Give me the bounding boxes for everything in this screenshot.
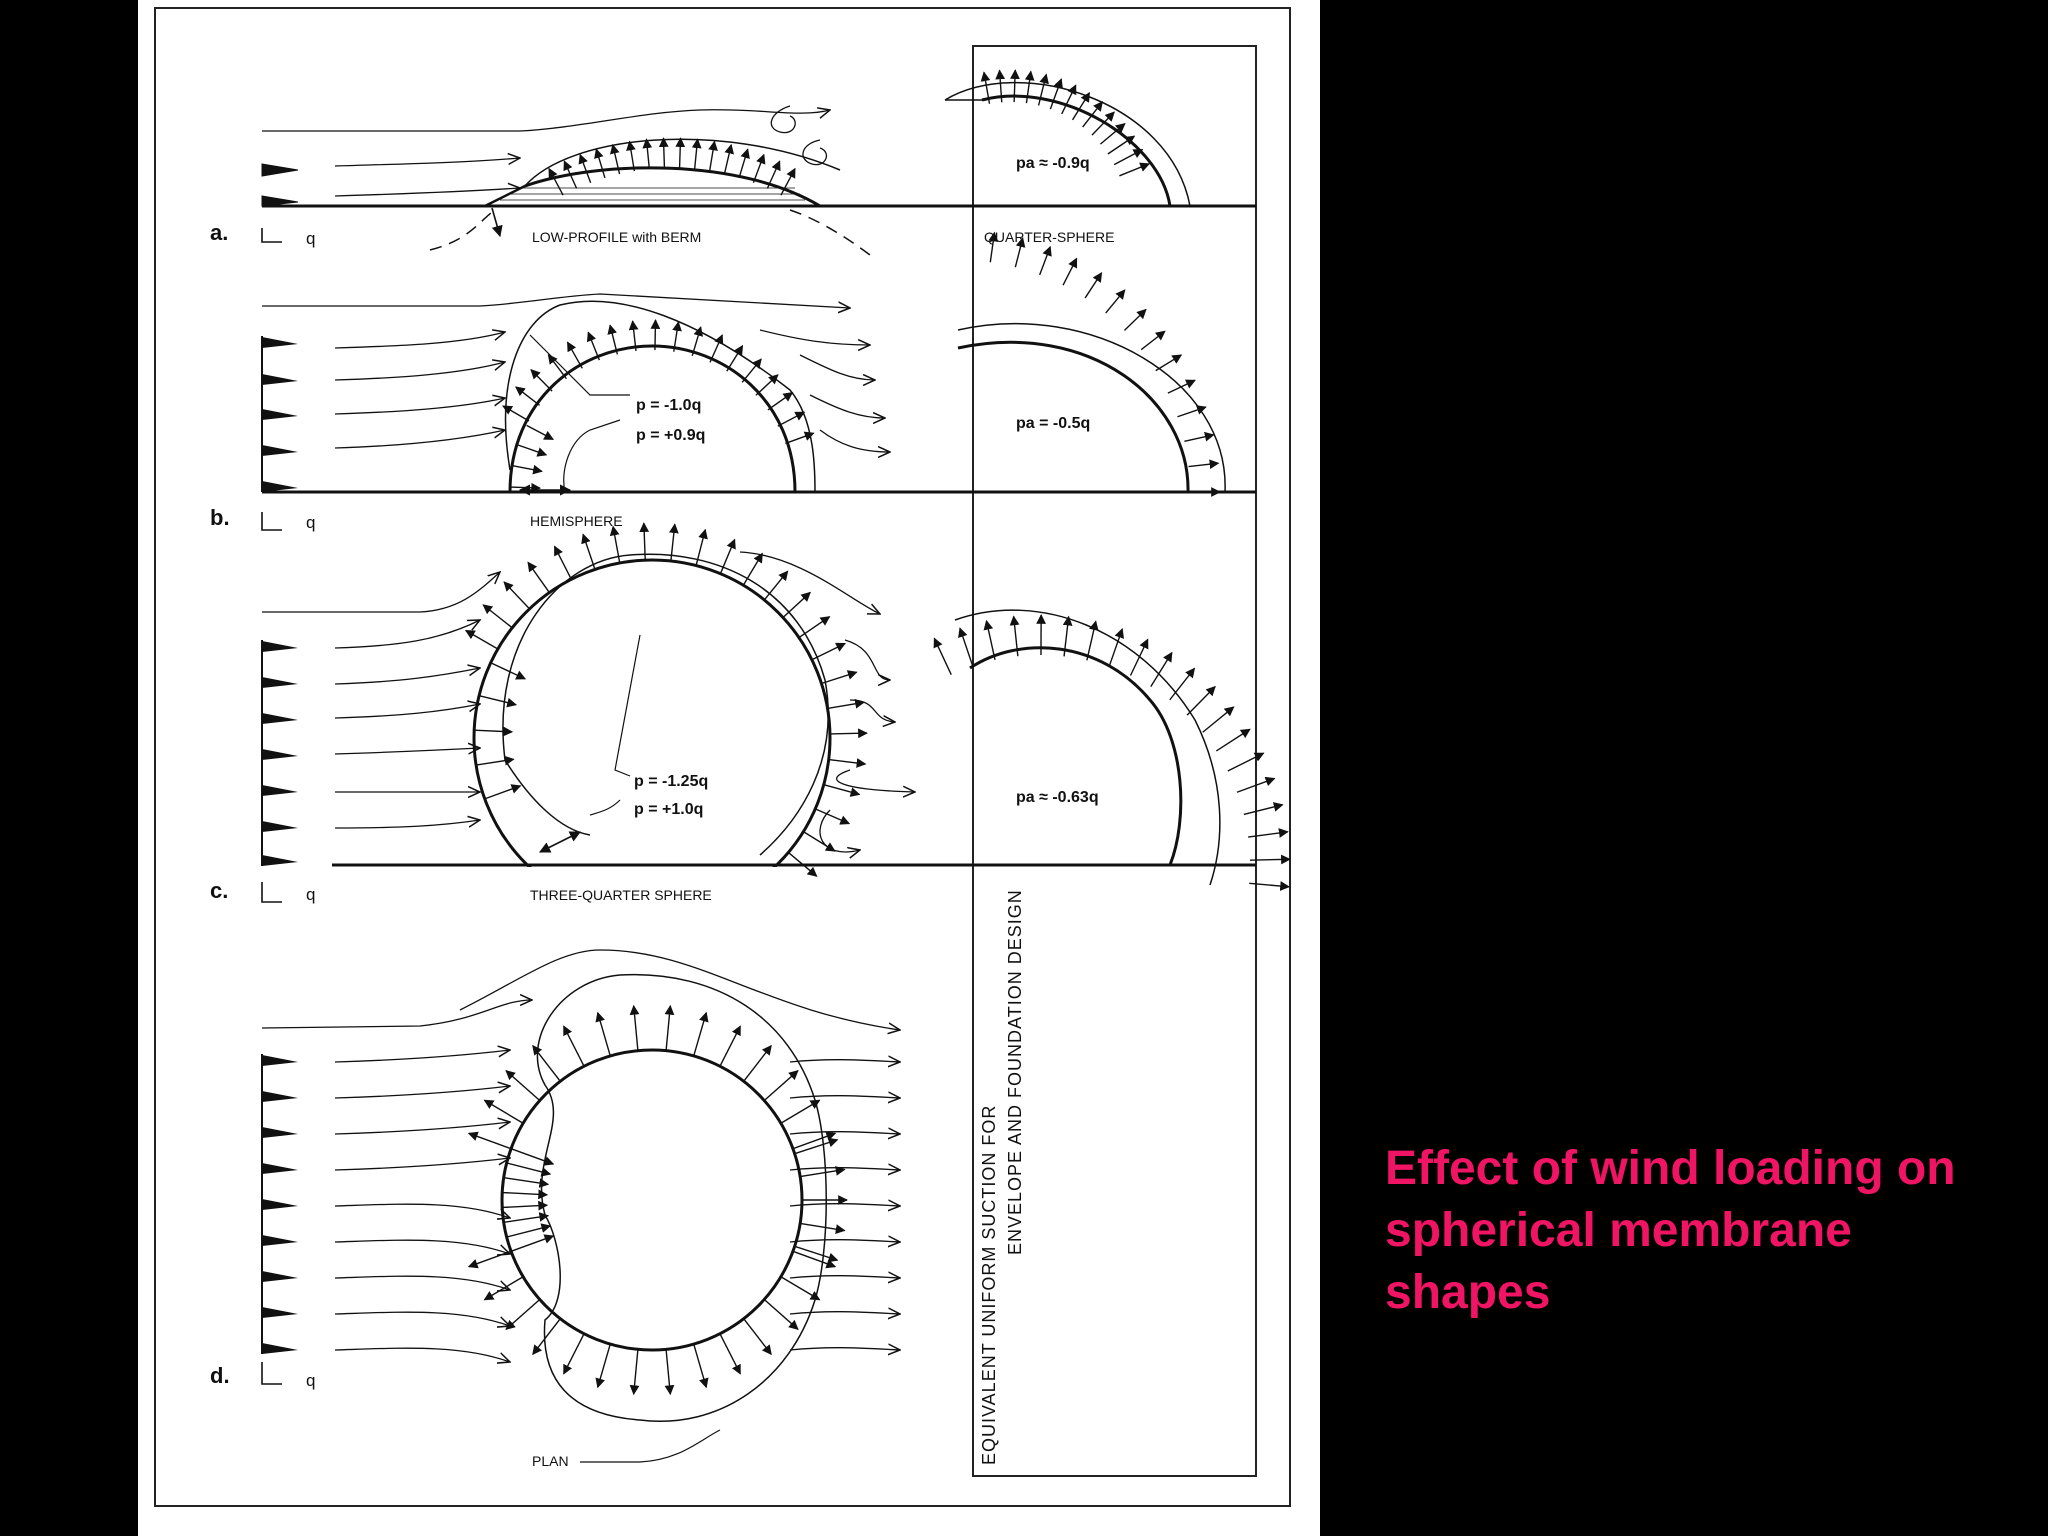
side-panel-line-2: ENVELOPE AND FOUNDATION DESIGN — [1005, 889, 1025, 1255]
suction-label: pa = -0.5q — [1016, 415, 1091, 432]
suction-arrow — [830, 733, 867, 734]
wind-q-label: q — [306, 1371, 316, 1390]
right-shape-label: QUARTER-SPHERE — [984, 229, 1115, 245]
suction-arrow — [655, 320, 656, 350]
suction-arrow — [680, 138, 681, 168]
shape-label: PLAN — [532, 1453, 569, 1469]
wind-q-label: q — [306, 513, 316, 532]
shape-label: THREE-QUARTER SPHERE — [530, 887, 712, 903]
pressure-label-negative: p = -1.25q — [634, 773, 709, 790]
wind-q-label: q — [306, 885, 316, 904]
suction-label: pa ≈ -0.63q — [1016, 789, 1099, 806]
suction-label: pa ≈ -0.9q — [1016, 155, 1090, 172]
row-letter: c. — [210, 878, 229, 903]
shape-label: HEMISPHERE — [530, 513, 623, 529]
slide-caption: Effect of wind loading on spherical membrane shapes — [1385, 1142, 1956, 1319]
row-letter: d. — [210, 1363, 230, 1388]
row-letter: a. — [210, 220, 229, 245]
wind-q-label: q — [306, 229, 316, 248]
side-panel-line-1: EQUIVALENT UNIFORM SUCTION FOR — [979, 1104, 999, 1465]
pressure-label-positive: p = +0.9q — [636, 427, 706, 444]
shape-label: LOW-PROFILE with BERM — [532, 229, 702, 245]
row-letter: b. — [210, 505, 230, 530]
pressure-label-negative: p = -1.0q — [636, 397, 702, 414]
suction-arrow — [1250, 859, 1290, 860]
pressure-label-positive: p = +1.0q — [634, 801, 704, 818]
suction-arrow — [663, 138, 664, 168]
